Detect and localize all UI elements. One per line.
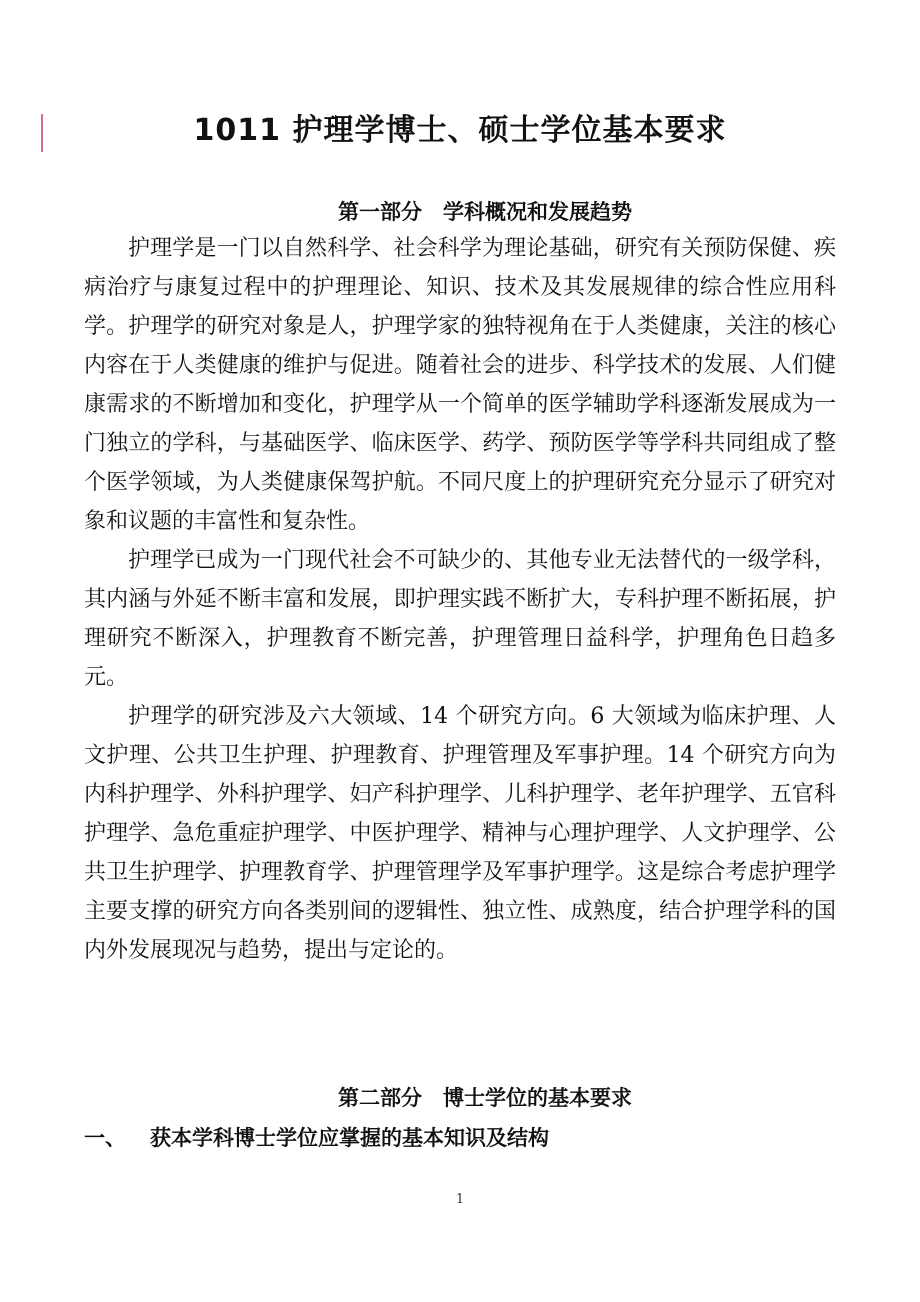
paragraph-1: 护理学是一门以自然科学、社会科学为理论基础，研究有关预防保健、疾病治疗与康复过程中的护理理论、知识、技术及其发展规律的综合性应用科学。护理学的研究对象是人，护理学家的独特视角在于人类健康，关注的核心内容在于人类健康的维护与促进。随着社会的进步、科学技术的发展、人们健康需求的不断增加和变化，护理学从一个简单的医学辅助学科逐渐发展成为一门独立的学科，与基础医学、临床医学、药学、预防医学等学科共同组成了整个医学领域，为人类健康保驾护航。不同尺度上的护理研究充分显示了研究对象和议题的丰富性和复杂性。 xyxy=(84,236,836,534)
subsection-number: 一、 xyxy=(84,1126,126,1150)
subsection-heading xyxy=(84,1122,549,1154)
subsection-text: 获本学科博士学位应掌握的基本知识及结构 xyxy=(150,1126,549,1150)
paragraph-3: 护理学的研究涉及六大领域、14 个研究方向。6 大领域为临床护理、人文护理、公共卫生护理、护理教育、护理管理及军事护理。14 个研究方向为内科护理学、外科护理学、妇产科护理学、儿科护理学、老年护理学、五官科护理学、急危重症护理学、中医护理学、精神与心理护理学、人文护理学、公共卫生护理学、护理教育学、护理管理学及军事护理学。这是综合考虑护理学主要支撑的研究方向各类别间的逻辑性、独立性、成熟度，结合护理学科的国内外发展现况与趋势，提出与定论的。 xyxy=(84,704,836,963)
body-text xyxy=(84,229,836,970)
part1-heading: 第一部分 学科概况和发展趋势 xyxy=(338,200,632,224)
paragraph-2: 护理学已成为一门现代社会不可缺少的、其他专业无法替代的一级学科，其内涵与外延不断丰富和发展，即护理实践不断扩大，专科护理不断拓展，护理研究不断深入，护理教育不断完善，护理管理日益科学，护理角色日趋多元。 xyxy=(84,548,836,690)
document-title: 1011 护理学博士、硕士学位基本要求 xyxy=(193,113,727,148)
page-number: 1 xyxy=(455,1192,465,1207)
part2-heading: 第二部分 博士学位的基本要求 xyxy=(338,1086,632,1110)
